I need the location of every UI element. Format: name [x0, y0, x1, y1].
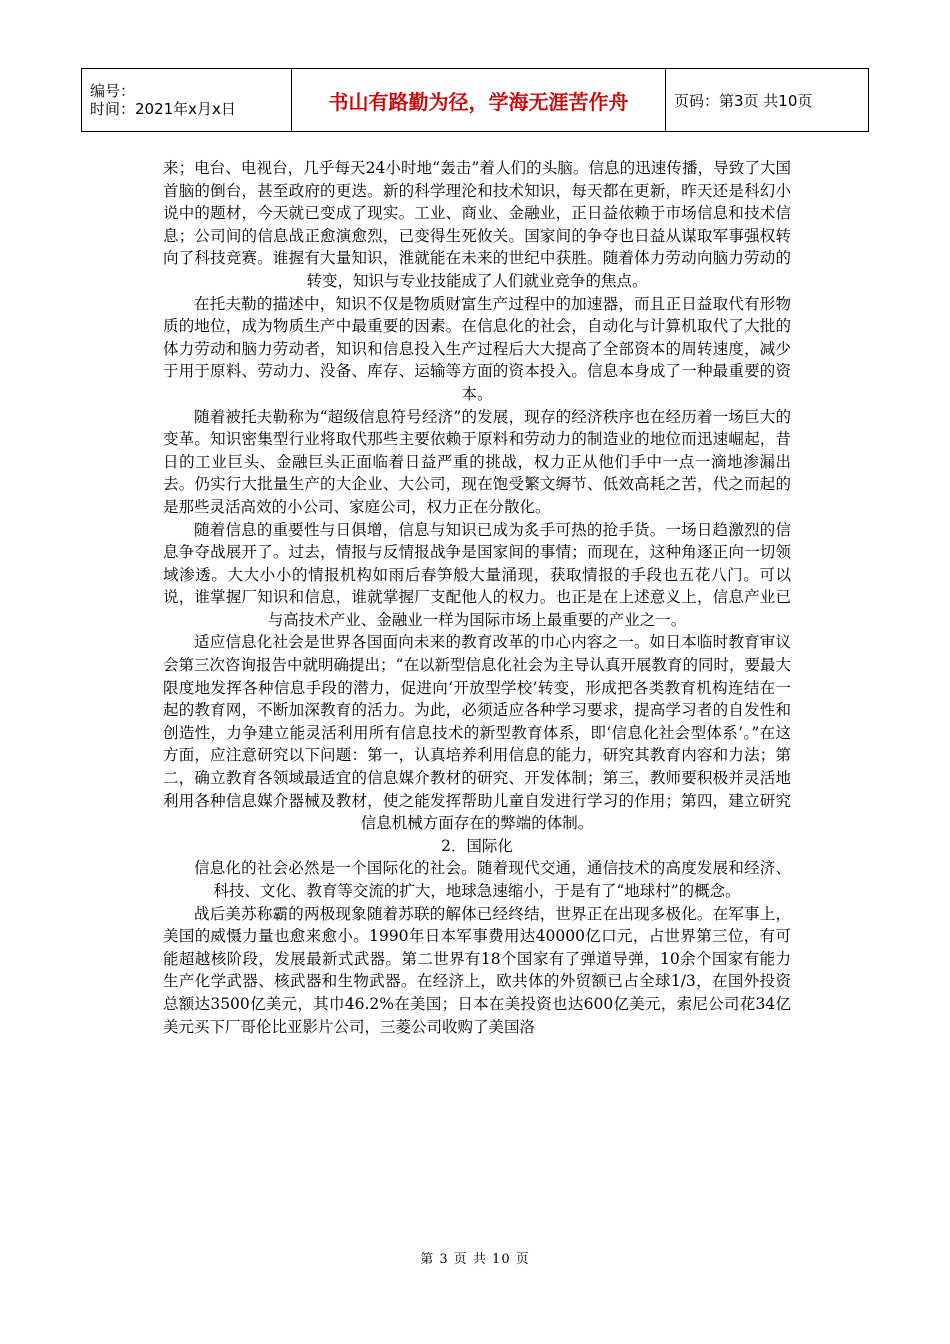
paragraph: 在托夫勒的描述中，知识不仅是物质财富生产过程中的加速器，而且正日益取代有形物质的地位，成为物质生产中最重要的因素。在信息化的社会，自动化与计算机取代了大批的体力劳动和脑力劳动者，知识和信息投入生产过程后大大提高了全部资本的周转速度，减少于用于原料、劳动力、没备、库存、运输等方面的资本投入。信息本身成了一种最重要的资本。: [163, 294, 791, 403]
document-body: [163, 157, 791, 1038]
document-number-label: 编号：: [90, 82, 136, 100]
section-heading: 2．国际化: [441, 836, 513, 855]
paragraph: 战后美苏称霸的两极现象随着苏联的解体已经终结，世界正在出现多极化。在军事上，美国的威慑力量也愈来愈小。1990年日本军事费用达40000亿口元，占世界第三位，有可能超越核阶段，发展最新式武器。第二世界有18个国家有了弹道导弹，10余个国家有能力生产化学武器、核武器和生物武器。在经济上，欧共体的外贸额已占全球1/3，在国外投资总额达3500亿美元，其巾46.2%在美国；日本在美投资也达600亿美元，索尼公司花34亿美元买下厂哥伦比亚影片公司，三菱公司收购了美国洛: [163, 904, 791, 1036]
paragraph: 适应信息化社会是世界各国面向未来的教育改革的巾心内容之一。如日本临时教育审议会第三次咨询报告中就明确提出；“在以新型信息化社会为主导认真开展教育的同时，要最大限度地发挥各种信息手段的潜力，促进向‘开放型学校’转变，形成把各类教育机构连结在一起的教育网，不断加深教育的活力。为此，必须适应各种学习要求，提高学习者的自发性和创造性，力争建立能灵活利用所有信息技术的新型教育体系，即‘信息化社会型体系’。”在这方面，应注意研究以下问题：第一，认真培养利用信息的能力，研究其教育内容和力法；第二，确立教育各领域最适宜的信息媒介教材的研究、开发体制；第三，教师要积极并灵活地利用各种信息媒介器械及教材，使之能发挥帮助儿童自发进行学习的作用；第四，建立研究信息机械方面存在的弊端的体制。: [163, 633, 791, 833]
paragraph: 信息化的社会必然是一个国际化的社会。随着现代交通，通信技术的高度发展和经济、科技、文化、教育等交流的扩大，地球急速缩小，于是有了“地球村”的概念。: [194, 859, 791, 900]
paragraph: 随着信息的重要性与日俱增，信息与知识已成为炙手可热的抢手货。一场日趋激烈的信息争夺战展开了。过去，情报与反情报战争是国家间的事情；而现在，这种角逐正向一切领域渗透。大大小小的情报机构如雨后春笋般大量涌现，获取情报的手段也五花八门。可以说，谁掌握厂知识和信息，谁就掌握厂支配他人的权力。也正是在上述意义上，信息产业已与高技术产业、金融业一样为国际市场上最重要的产业之一。: [163, 520, 791, 629]
paragraph: 随着被托夫勒称为“超级信息符号经济”的发展，现存的经济秩序也在经历着一场巨大的变革。知识密集型行业将取代那些主要依赖于原料和劳动力的制造业的地位而迅速崛起，昔日的工业巨头、金融巨头正面临着日益严重的挑战，权力正从他们手中一点一滴地渗漏出去。仍实行大批量生产的大企业、大公司，现在饱受繁文缛节、低效高耗之苦，代之而起的是那些灵活高效的小公司、家庭公司，权力正在分散化。: [163, 407, 791, 516]
document-header: [81, 68, 869, 132]
paragraph: 来；电台、电视台，几乎每天24小时地“轰击”着人们的头脑。信息的迅速传播，导致了大国首脑的倒台，甚至政府的更迭。新的科学理沦和技术知识，每天都在更新，昨天还是科幻小说中的题材，今天就已变成了现实。工业、商业、金融业，正日益依赖于市场信息和技术信息；公司间的信息战正愈演愈烈，已变得生死攸关。国家间的争夺也日益从谋取军事强权转向了科技竞赛。谁握有大量知识，淮就能在未来的世纪中获胜。随着体力劳动向脑力劳动的转变，知识与专业技能成了人们就业竞争的焦点。: [163, 159, 791, 290]
header-motto: 书山有路勤为径，学海无涯苦作舟: [292, 69, 666, 132]
header-page-label: 页码：第3页 共10页: [666, 69, 869, 132]
page-footer: 第 3 页 共 10 页: [420, 1252, 530, 1267]
header-meta-cell: [82, 69, 292, 132]
document-time-label: 时间：2021年x月x日: [90, 100, 236, 118]
